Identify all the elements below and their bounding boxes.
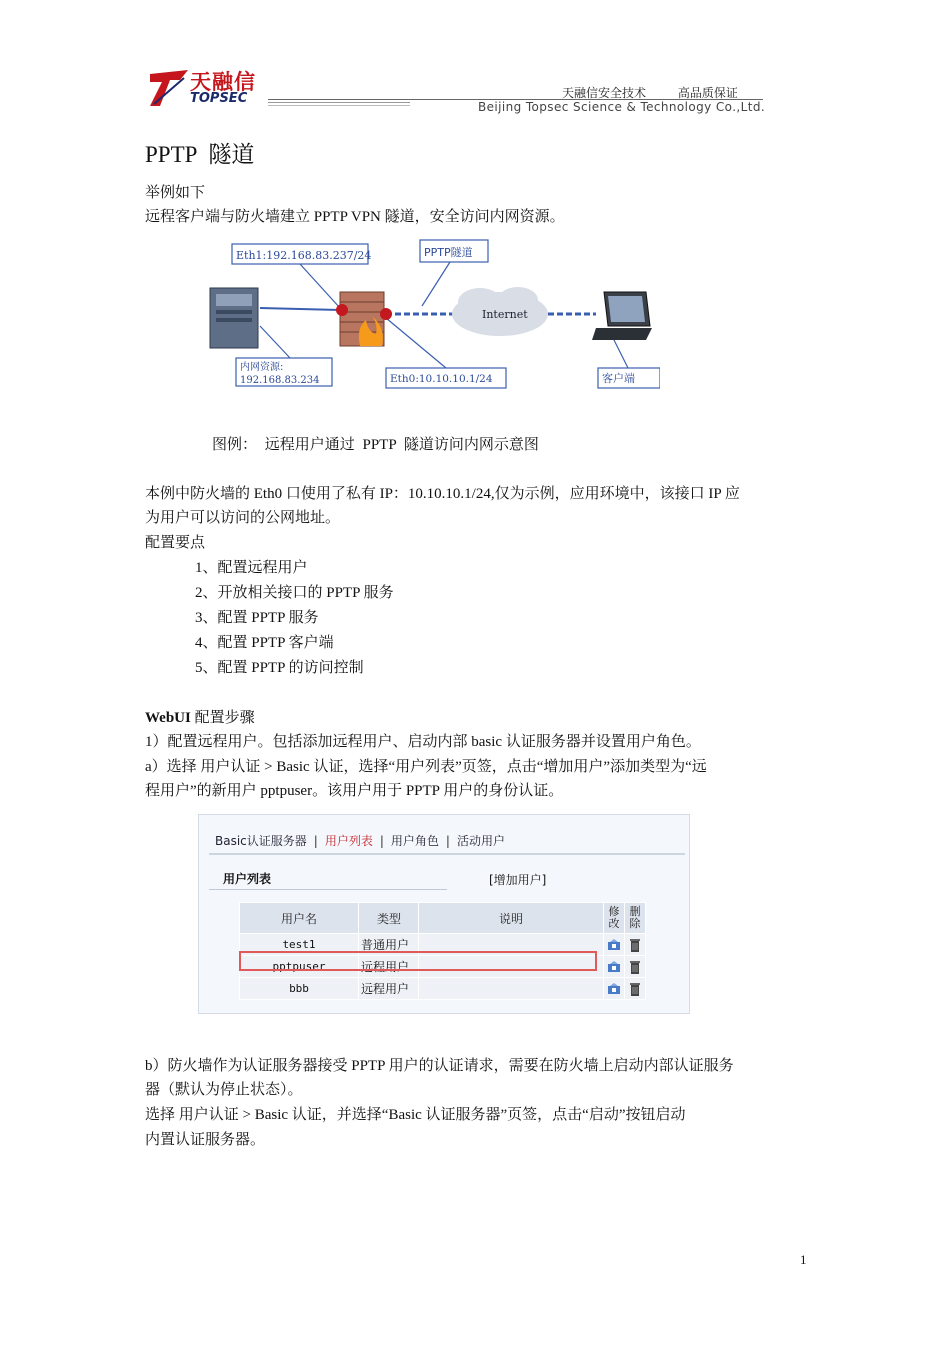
step-1: 1）配置远程用户。包括添加远程用户、启动内部 basic 认证服务器并设置用户角色。 <box>145 734 701 750</box>
intranet-label-2: 192.168.83.234 <box>240 375 320 386</box>
title-underline <box>209 889 447 890</box>
eth1-label: Eth1:192.168.83.237/24 <box>236 249 372 262</box>
step-1b-line-4: 内置认证服务器。 <box>145 1132 266 1148</box>
row-type: 远程用户 <box>359 978 419 1000</box>
col-username: 用户名 <box>240 903 359 934</box>
edit-icon[interactable] <box>607 983 621 995</box>
server-icon <box>210 288 258 348</box>
point-5: 5、配置 PPTP 的访问控制 <box>195 660 364 676</box>
point-2: 2、开放相关接口的 PPTP 服务 <box>195 585 394 601</box>
tab-active-users[interactable]: 活动用户 <box>456 834 505 848</box>
note-line-1: 本例中防火墙的 Eth0 口使用了私有 IP：10.10.10.1/24,仅为示例，应用环境中，该接口 IP 应 <box>145 486 740 502</box>
point-4: 4、配置 PPTP 客户端 <box>195 635 334 651</box>
laptop-icon <box>592 292 652 340</box>
tab-user-list[interactable]: 用户列表 <box>324 834 373 848</box>
step-1b-line-3: 选择 用户认证 > Basic 认证，并选择“Basic 认证服务器”页签，点击“启动”按钮启动 <box>145 1107 686 1123</box>
intro-line-1: 举例如下 <box>145 185 206 201</box>
col-type: 类型 <box>359 903 419 934</box>
table-header-row <box>240 903 646 934</box>
row-type: 远程用户 <box>359 956 419 978</box>
col-edit: 修改 <box>604 903 625 934</box>
point-1: 1、配置远程用户 <box>195 560 308 576</box>
tab-bar: Basic认证服务器 | 用户列表 | 用户角色 | 活动用户 <box>215 834 505 848</box>
user-list-screenshot <box>198 814 690 1014</box>
trash-icon[interactable] <box>630 961 640 974</box>
col-desc: 说明 <box>419 903 604 934</box>
point-3: 3、配置 PPTP 服务 <box>195 610 319 626</box>
edit-icon[interactable] <box>607 961 621 973</box>
row-username: test1 <box>240 934 359 956</box>
intranet-label-1: 内网资源: <box>240 362 284 373</box>
edit-icon[interactable] <box>607 939 621 951</box>
internet-label: Internet <box>482 308 528 321</box>
tab-basic-server[interactable]: Basic认证服务器 <box>215 834 307 848</box>
row-username: bbb <box>240 978 359 1000</box>
row-desc <box>419 978 604 1000</box>
tab-divider <box>209 853 685 855</box>
network-diagram <box>200 236 660 396</box>
col-delete: 删除 <box>625 903 646 934</box>
user-list-title: 用户列表 <box>223 872 272 886</box>
add-user-link[interactable]: [增加用户] <box>489 873 547 887</box>
table-row <box>240 978 646 1000</box>
webui-rest: 配置步骤 <box>190 710 255 726</box>
note-line-2: 为用户可以访问的公网地址。 <box>145 510 341 526</box>
highlight-box <box>239 951 597 971</box>
firewall-icon <box>336 292 392 346</box>
logo-cn-text: 天融信 <box>190 70 256 94</box>
step-1b-line-1: b）防火墙作为认证服务器接受 PPTP 用户的认证请求，需要在防火墙上启动内部认证服务 <box>145 1058 734 1074</box>
figure-caption: 图例： 远程用户通过 PPTP 隧道访问内网示意图 <box>212 437 539 453</box>
webui-heading <box>145 706 255 727</box>
internet-cloud-icon <box>452 287 548 336</box>
client-label: 客户端 <box>602 372 635 385</box>
step-1b-line-2: 器（默认为停止状态）。 <box>145 1082 303 1098</box>
header-company: Beijing Topsec Science & Technology Co.,Ltd. <box>478 100 766 114</box>
step-1a-line-2: 程用户”的新用户 pptpuser。该用户用于 PPTP 用户的身份认证。 <box>145 783 564 799</box>
header-slogan: 天融信安全技术 高品质保证 <box>562 86 738 100</box>
points-title: 配置要点 <box>145 535 206 551</box>
tab-user-role[interactable]: 用户角色 <box>390 834 439 848</box>
eth0-label: Eth0:10.10.10.1/24 <box>390 373 493 385</box>
row-username: pptpuser <box>240 956 359 978</box>
row-type: 普通用户 <box>359 934 419 956</box>
trash-icon[interactable] <box>630 939 640 952</box>
webui-bold: WebUI <box>145 710 191 726</box>
page-title: PPTP 隧道 <box>145 142 255 167</box>
header-rule-2 <box>268 102 410 103</box>
logo-en-text: TOPSEC <box>190 91 248 106</box>
page-number: 1 <box>800 1252 807 1267</box>
trash-icon[interactable] <box>630 983 640 996</box>
header-rule-3 <box>268 105 410 106</box>
step-1a-line-1: a）选择 用户认证 > Basic 认证，选择“用户列表”页签，点击“增加用户”添加类型为“远 <box>145 759 707 775</box>
pptp-label: PPTP隧道 <box>424 246 473 259</box>
intro-line-2: 远程客户端与防火墙建立 PPTP VPN 隧道，安全访问内网资源。 <box>145 209 565 225</box>
